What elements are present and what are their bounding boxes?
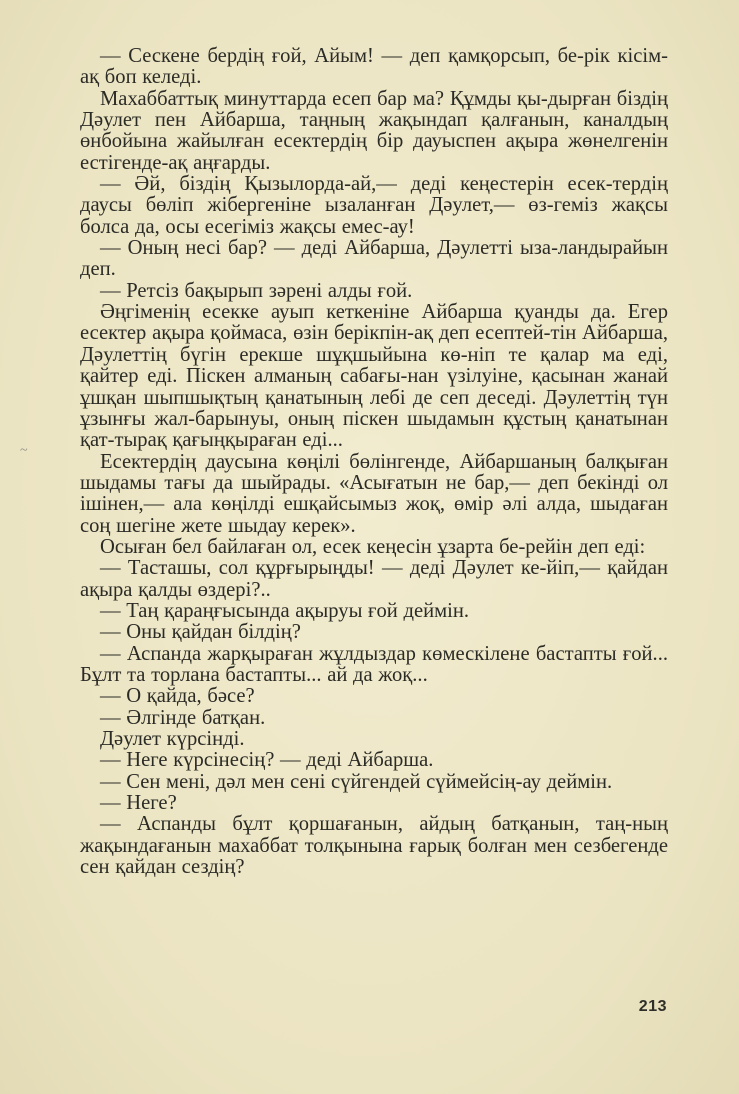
paragraph: — Аспанда жарқыраған жұлдыздар көмескілене бастапты ғой... Бұлт та торлана бастапты... ай да жоқ... (80, 642, 668, 686)
paragraph: Махаббаттық минуттарда есеп бар ма? Құмды қы-дырған біздің Дәулет пен Айбарша, таңның жақындап қалғанын, каналдың өнбойына жайылған есектердің бір дауыспен ақыра жөнелгенін естігенде-ақ аңғарды. (80, 87, 668, 174)
paragraph: — Оның несі бар? — деді Айбарша, Дәулетті ыза-ландырайын деп. (80, 237, 668, 281)
page-number: 213 (638, 998, 667, 1015)
paragraph: — О қайда, бәсе? (100, 685, 255, 708)
paragraph: — Оны қайдан білдің? (100, 621, 301, 644)
paragraph: — Аспанды бұлт қоршағанын, айдың батқанын, таң-ның жақындағанын махаббат толқынына ғарық болған мен сезбегенде сен қайдан сездің? (80, 813, 668, 879)
paragraph: Осыған бел байлаған ол, есек кеңесін ұзарта бе-рейін деп еді: (100, 535, 646, 558)
paragraph: Есектердің даусына көңілі бөлінгенде, Айбаршаның балқыған шыдамы тағы да шыйрады. «Асығатын не бар,— деп бекінді ол ішінен,— ала көңілді ешқайсымыз жоқ, өмір әлі алда, шыдаған соң шегіне жете шыдау керек». (80, 450, 668, 537)
paragraph: — Әй, біздің Қызылорда-ай,— деді кеңестерін есек-тердің даусы бөліп жібергеніне ызаланған Дәулет,— өз-геміз жақсы болса да, осы есегіміз жақсы емес-ау! (80, 173, 668, 238)
paragraph: — Неге күрсінесің? — деді Айбарша. (100, 749, 434, 772)
margin-mark: ~ (20, 443, 28, 458)
paragraph: Дәулет күрсінді. (100, 728, 245, 750)
paragraph: — Сескене бердің ғой, Айым! — деп қамқорсып, бе-рік кісім-ақ боп келеді. (80, 45, 668, 89)
paragraph: — Таң қараңғысында ақыруы ғой деймін. (100, 599, 470, 622)
page-text-body (80, 46, 668, 878)
paragraph: — Әлгінде батқан. (100, 706, 266, 729)
paragraph: Әңгіменің есекке ауып кеткеніне Айбарша қуанды да. Егер есектер ақыра қоймаса, өзін берікпін-ақ деп есептей-тін Айбарша, Дәулеттің бүгін ерекше шұқшыйына кө-ніп те қалар ма еді, қайтер еді. Піскен алманың сабағы-нан үзілуіне, қасынан жанай ұшқан шыпшықтың қанатының лебі де сеп деседі. Дәулеттің түн ұзынғы жал-барынуы, оның піскен шыдамын құстың қанатынан қат-тырақ қағыңқыраған еді... (80, 301, 668, 452)
paragraph: — Сен мені, дәл мен сені сүйгендей сүймейсің-ау деймін. (100, 770, 613, 793)
paragraph: — Неге? (100, 792, 177, 815)
paragraph: — Ретсіз бақырып зәрені алды ғой. (100, 279, 413, 302)
paragraph: — Тасташы, сол құрғырыңды! — деді Дәулет ке-йіп,— қайдан ақыра қалды өздері?.. (80, 557, 668, 601)
